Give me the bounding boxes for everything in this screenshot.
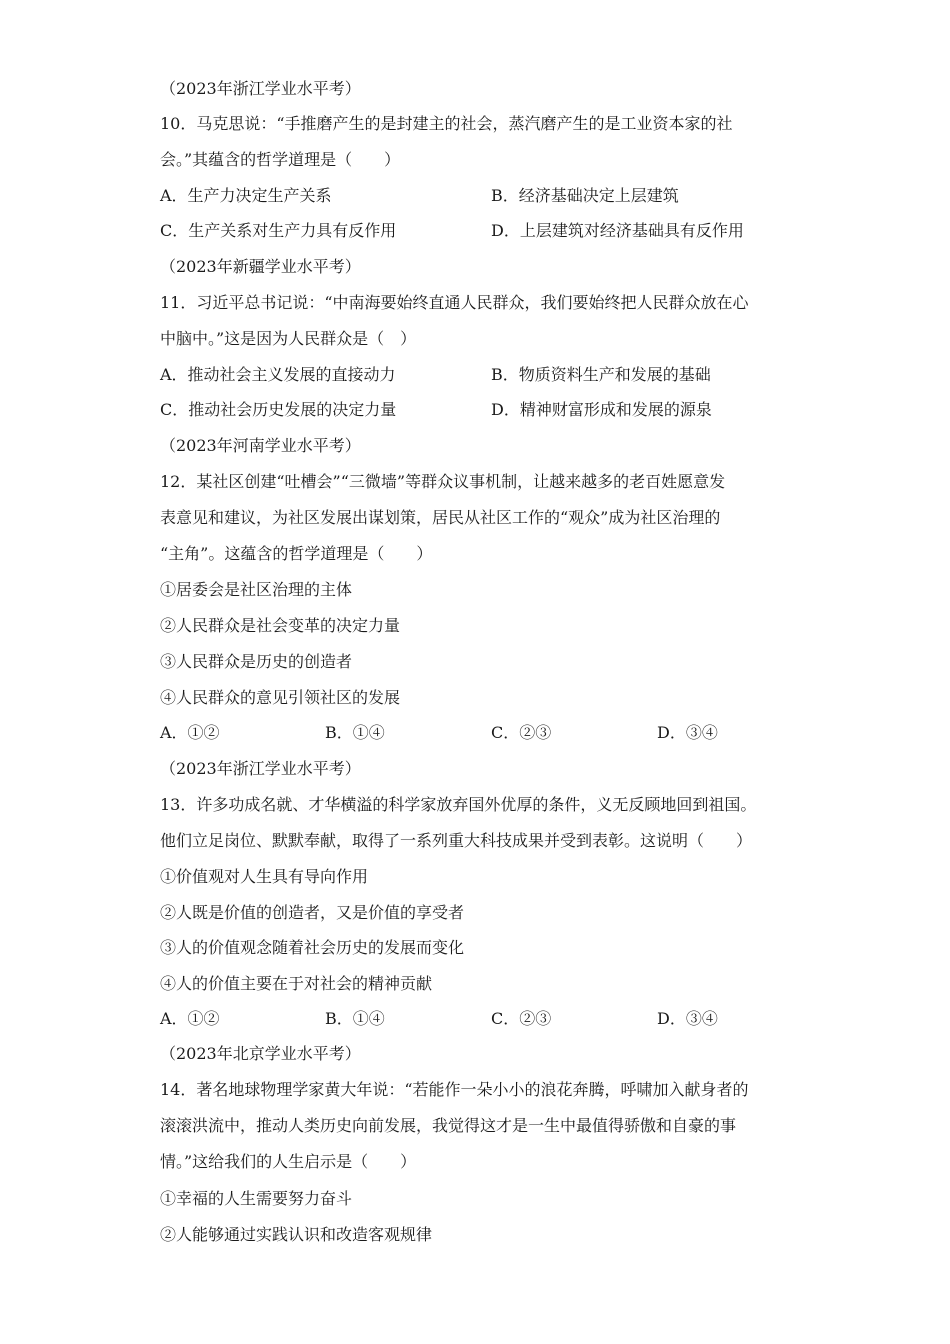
question-12-text: 12．某社区创建“吐槽会”“三微墙”等群众议事机制，让越来越多的老百姓愿意发 <box>160 472 726 491</box>
question-13-text: 13．许多功成名就、才华横溢的科学家放弃国外优厚的条件，义无反顾地回到祖国。 <box>160 795 757 814</box>
source-note: （2023年北京学业水平考） <box>160 1044 361 1063</box>
option-b: B．物质资料生产和发展的基础 <box>491 365 711 384</box>
question-14-text: 滚滚洪流中，推动人类历史向前发展，我觉得这才是一生中最值得骄傲和自豪的事 <box>160 1116 737 1135</box>
source-note: （2023年浙江学业水平考） <box>160 759 361 778</box>
option-c: C．推动社会历史发展的决定力量 <box>160 400 397 419</box>
option-a: A．生产力决定生产关系 <box>160 186 332 205</box>
question-11-text: 中脑中。”这是因为人民群众是（ ） <box>160 329 417 348</box>
statement-item: ④人民群众的意见引领社区的发展 <box>160 688 401 707</box>
question-10-text: 会。”其蕴含的哲学道理是（ ） <box>160 150 401 169</box>
statement-item: ②人能够通过实践认识和改造客观规律 <box>160 1225 433 1244</box>
option-d: D．上层建筑对经济基础具有反作用 <box>491 221 744 240</box>
option-c: C．生产关系对生产力具有反作用 <box>160 221 397 240</box>
option-a: A．①② <box>160 723 220 742</box>
statement-item: ④人的价值主要在于对社会的精神贡献 <box>160 974 433 993</box>
statement-item: ②人既是价值的创造者，又是价值的享受者 <box>160 903 465 922</box>
statement-item: ①价值观对人生具有导向作用 <box>160 867 369 886</box>
statement-item: ①幸福的人生需要努力奋斗 <box>160 1189 353 1208</box>
option-b: B．①④ <box>325 1009 385 1028</box>
source-note: （2023年河南学业水平考） <box>160 436 361 455</box>
question-14-text: 情。”这给我们的人生启示是（ ） <box>160 1152 417 1171</box>
statement-item: ③人民群众是历史的创造者 <box>160 652 353 671</box>
statement-item: ③人的价值观念随着社会历史的发展而变化 <box>160 938 465 957</box>
option-b: B．①④ <box>325 723 385 742</box>
option-d: D．③④ <box>657 1009 718 1028</box>
option-d: D．精神财富形成和发展的源泉 <box>491 400 712 419</box>
statement-item: ②人民群众是社会变革的决定力量 <box>160 616 401 635</box>
source-note: （2023年浙江学业水平考） <box>160 79 361 98</box>
option-a: A．推动社会主义发展的直接动力 <box>160 365 396 384</box>
question-13-text: 他们立足岗位、默默奉献，取得了一系列重大科技成果并受到表彰。这说明（ ） <box>160 831 753 850</box>
option-b: B．经济基础决定上层建筑 <box>491 186 679 205</box>
option-c: C．②③ <box>491 1009 552 1028</box>
question-14-text: 14．著名地球物理学家黄大年说：“若能作一朵小小的浪花奔腾，呼啸加入献身者的 <box>160 1080 749 1099</box>
question-12-text: 表意见和建议，为社区发展出谋划策，居民从社区工作的“观众”成为社区治理的 <box>160 508 721 527</box>
statement-item: ①居委会是社区治理的主体 <box>160 580 353 599</box>
option-d: D．③④ <box>657 723 718 742</box>
source-note: （2023年新疆学业水平考） <box>160 257 361 276</box>
question-11-text: 11．习近平总书记说：“中南海要始终直通人民群众，我们要始终把人民群众放在心 <box>160 293 749 312</box>
question-10-text: 10．马克思说：“手推磨产生的是封建主的社会，蒸汽磨产生的是工业资本家的社 <box>160 114 733 133</box>
option-a: A．①② <box>160 1009 220 1028</box>
question-12-text: “主角”。这蕴含的哲学道理是（ ） <box>160 544 433 563</box>
option-c: C．②③ <box>491 723 552 742</box>
